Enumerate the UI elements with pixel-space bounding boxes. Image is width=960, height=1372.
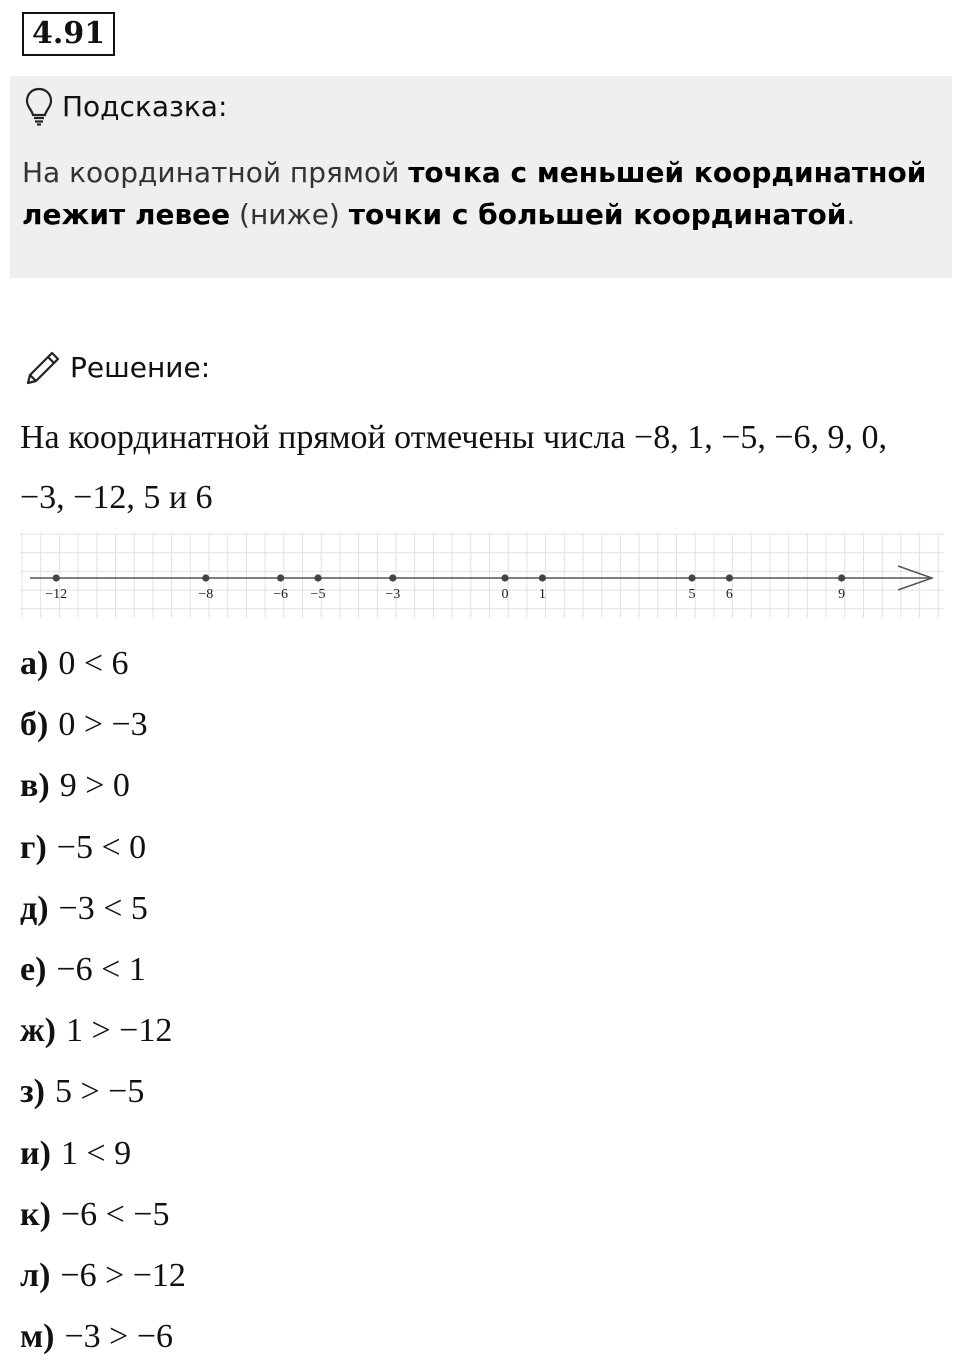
answer-item [20,699,186,760]
answer-expression: 0 > −3 [58,706,148,744]
pencil-icon [22,345,66,389]
number-line-point [389,574,396,581]
answer-item [20,1250,186,1311]
number-line-point [539,574,546,581]
answer-letter: л) [20,1256,51,1294]
hint-title: Подсказка: [62,89,228,123]
answer-item [20,1189,186,1250]
answer-item [20,1005,186,1066]
answer-item [20,944,186,1005]
number-line-label: −6 [273,587,289,602]
answer-item [20,822,186,883]
answer-expression: −3 > −6 [64,1318,174,1356]
hint-text-part: (ниже) [230,198,349,231]
answer-expression: −6 < 1 [56,950,146,988]
problem-number: 4.91 [22,12,115,56]
number-line-point [726,574,733,581]
number-line-point [838,574,845,581]
solution-header [22,342,210,392]
answer-expression: −6 < −5 [60,1195,170,1233]
number-line-label: −3 [385,587,401,602]
answer-letter: и) [20,1134,51,1172]
answer-letter: е) [20,950,47,988]
number-line-point [688,574,695,581]
number-line-label: 5 [688,587,696,602]
number-line-label: −8 [198,587,214,602]
hint-text-part: На координатной прямой [22,156,409,189]
answer-item [20,1311,186,1372]
answer-expression: 0 < 6 [58,645,129,682]
hint-text-emphasis: точки с большей координатой [348,198,847,231]
answer-letter: а) [20,645,49,682]
number-line-point [501,574,508,581]
answer-letter: з) [20,1073,45,1111]
answer-letter: д) [20,889,49,927]
hint-text-emphasis: точка с меньшей координатной лежит левее [22,156,927,231]
answer-letter: в) [20,767,50,805]
number-line [20,530,944,622]
number-line-point [314,574,321,581]
number-line-label: 9 [838,587,846,602]
hint-text-part: . [846,198,856,231]
answer-item [20,1128,186,1189]
answer-expression: 5 > −5 [55,1073,145,1111]
lightbulb-icon [24,86,54,126]
answer-letter: б) [20,706,49,744]
hint-text [22,152,932,236]
number-line-label: −12 [45,587,68,602]
hint-box [10,76,952,278]
answer-expression: 9 > 0 [59,767,130,805]
number-line-point [202,574,209,581]
hint-header [24,84,227,128]
answer-expression: −5 < 0 [56,828,147,866]
answer-expression: −3 < 5 [58,889,148,927]
answer-item [20,638,186,699]
answer-item [20,883,186,944]
answer-letter: к) [20,1195,51,1233]
number-line-label: 0 [501,587,509,602]
answer-item [20,760,186,821]
solution-title: Решение: [70,350,211,384]
answer-expression: 1 > −12 [65,1012,173,1050]
number-line-point [277,574,284,581]
number-line-label: −5 [310,587,326,602]
solution-intro: На координатной прямой отмечены числа −8, 1, −5, −6, 9, 0, −3, −12, 5 и 6 [20,419,888,516]
answer-expression: 1 < 9 [60,1134,132,1172]
answer-letter: г) [20,828,47,866]
answer-item [20,1066,186,1127]
number-line-label: 6 [725,587,733,602]
answer-letter: ж) [20,1012,56,1050]
answers-list [20,638,186,1372]
number-line-point [53,574,60,581]
answer-expression: −6 > −12 [60,1256,186,1294]
number-line-label: 1 [538,587,546,602]
answer-letter: м) [20,1318,55,1356]
